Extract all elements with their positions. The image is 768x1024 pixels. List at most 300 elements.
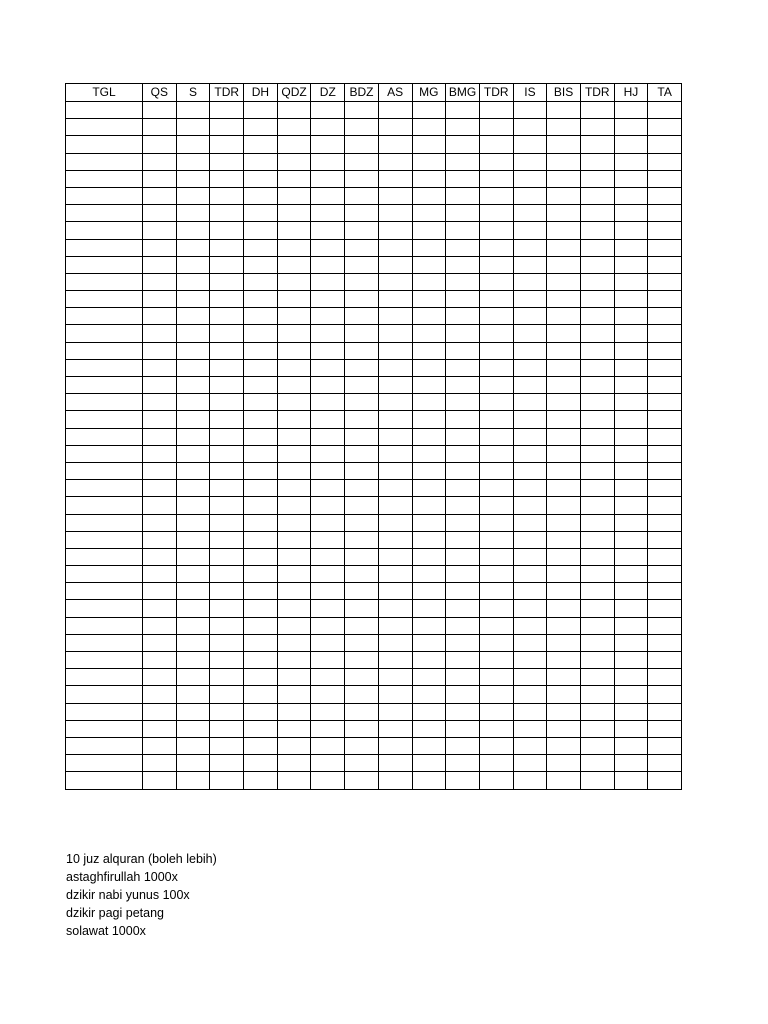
table-cell — [210, 634, 244, 651]
table-cell — [176, 273, 210, 290]
table-cell — [479, 394, 513, 411]
table-cell — [311, 325, 345, 342]
table-row — [66, 566, 682, 583]
table-cell — [614, 273, 648, 290]
table-cell — [345, 359, 379, 376]
table-cell — [614, 686, 648, 703]
table-cell — [614, 600, 648, 617]
table-cell — [614, 617, 648, 634]
column-header-dz-6: DZ — [311, 84, 345, 102]
table-cell — [311, 239, 345, 256]
table-cell — [547, 531, 581, 548]
table-cell — [412, 256, 446, 273]
table-cell — [412, 187, 446, 204]
table-cell — [648, 445, 682, 462]
table-cell — [479, 256, 513, 273]
table-cell — [446, 737, 480, 754]
table-cell — [277, 394, 311, 411]
table-cell — [176, 153, 210, 170]
table-cell — [614, 514, 648, 531]
table-cell — [311, 222, 345, 239]
table-cell — [143, 119, 177, 136]
table-cell — [176, 703, 210, 720]
table-cell — [412, 377, 446, 394]
table-cell — [446, 772, 480, 789]
table-cell — [345, 377, 379, 394]
table-cell — [479, 617, 513, 634]
table-cell — [143, 153, 177, 170]
table-cell — [345, 428, 379, 445]
table-cell — [648, 617, 682, 634]
table-cell — [580, 686, 614, 703]
table-cell — [345, 187, 379, 204]
table-cell — [648, 187, 682, 204]
table-cell — [513, 273, 547, 290]
table-cell — [345, 462, 379, 479]
table-cell — [277, 325, 311, 342]
table-cell — [210, 428, 244, 445]
table-cell — [345, 497, 379, 514]
table-cell — [345, 136, 379, 153]
table-cell — [244, 308, 278, 325]
table-cell — [446, 634, 480, 651]
table-cell — [479, 548, 513, 565]
table-cell — [446, 273, 480, 290]
table-cell — [446, 291, 480, 308]
table-cell — [345, 411, 379, 428]
table-cell — [378, 136, 412, 153]
table-cell — [244, 170, 278, 187]
table-cell — [446, 428, 480, 445]
table-cell — [513, 308, 547, 325]
table-cell — [244, 497, 278, 514]
table-cell — [580, 480, 614, 497]
table-cell — [412, 566, 446, 583]
table-cell — [648, 428, 682, 445]
table-cell — [210, 737, 244, 754]
table-cell — [547, 720, 581, 737]
table-cell — [446, 170, 480, 187]
note-astaghfirullah: astaghfirullah 1000x — [66, 870, 178, 884]
table-cell — [580, 566, 614, 583]
table-cell — [446, 377, 480, 394]
table-row — [66, 325, 682, 342]
table-cell — [648, 652, 682, 669]
table-row — [66, 703, 682, 720]
table-cell — [311, 652, 345, 669]
table-cell — [513, 669, 547, 686]
note-dzikir-pagi-petang: dzikir pagi petang — [66, 906, 164, 920]
table-cell — [446, 153, 480, 170]
table-cell — [277, 377, 311, 394]
table-cell — [176, 514, 210, 531]
table-cell — [479, 772, 513, 789]
table-cell — [513, 291, 547, 308]
table-cell — [412, 273, 446, 290]
table-cell — [378, 652, 412, 669]
table-cell — [614, 205, 648, 222]
table-cell — [446, 308, 480, 325]
table-cell — [648, 686, 682, 703]
table-row — [66, 102, 682, 119]
table-cell — [648, 394, 682, 411]
table-cell — [580, 583, 614, 600]
table-cell — [412, 703, 446, 720]
table-cell — [412, 737, 446, 754]
column-header-bis-13: BIS — [547, 84, 581, 102]
table-cell — [513, 170, 547, 187]
table-cell — [277, 617, 311, 634]
table-cell — [143, 222, 177, 239]
table-cell — [479, 342, 513, 359]
table-cell — [614, 119, 648, 136]
table-cell — [580, 617, 614, 634]
table-cell — [244, 445, 278, 462]
table-cell — [648, 325, 682, 342]
table-cell — [479, 686, 513, 703]
table-cell — [614, 359, 648, 376]
table-cell — [66, 136, 143, 153]
table-cell — [66, 445, 143, 462]
table-cell — [580, 136, 614, 153]
table-cell — [143, 291, 177, 308]
table-cell — [446, 617, 480, 634]
table-cell — [143, 600, 177, 617]
table-cell — [412, 600, 446, 617]
table-cell — [378, 119, 412, 136]
table-cell — [547, 377, 581, 394]
table-cell — [345, 514, 379, 531]
table-cell — [345, 755, 379, 772]
table-cell — [176, 308, 210, 325]
table-cell — [210, 187, 244, 204]
table-cell — [412, 153, 446, 170]
table-cell — [479, 136, 513, 153]
table-cell — [479, 720, 513, 737]
table-row — [66, 617, 682, 634]
table-cell — [513, 720, 547, 737]
table-cell — [66, 737, 143, 754]
table-cell — [277, 634, 311, 651]
table-cell — [345, 548, 379, 565]
table-cell — [66, 359, 143, 376]
table-cell — [412, 583, 446, 600]
column-header-ta-16: TA — [648, 84, 682, 102]
table-cell — [580, 187, 614, 204]
table-cell — [513, 256, 547, 273]
table-cell — [378, 531, 412, 548]
table-cell — [580, 239, 614, 256]
table-cell — [580, 445, 614, 462]
table-cell — [311, 428, 345, 445]
table-cell — [210, 394, 244, 411]
table-cell — [176, 445, 210, 462]
table-cell — [446, 119, 480, 136]
table-cell — [479, 634, 513, 651]
table-cell — [311, 566, 345, 583]
table-cell — [210, 548, 244, 565]
table-cell — [614, 531, 648, 548]
table-cell — [311, 755, 345, 772]
table-cell — [614, 239, 648, 256]
table-cell — [547, 187, 581, 204]
table-cell — [580, 720, 614, 737]
column-header-as-8: AS — [378, 84, 412, 102]
table-cell — [210, 755, 244, 772]
table-cell — [580, 531, 614, 548]
table-cell — [446, 566, 480, 583]
table-cell — [244, 703, 278, 720]
table-row — [66, 256, 682, 273]
table-cell — [378, 187, 412, 204]
table-cell — [547, 153, 581, 170]
table-cell — [143, 411, 177, 428]
table-cell — [311, 480, 345, 497]
table-cell — [547, 205, 581, 222]
table-cell — [648, 755, 682, 772]
table-cell — [479, 428, 513, 445]
table-cell — [479, 102, 513, 119]
table-cell — [580, 497, 614, 514]
table-cell — [580, 652, 614, 669]
table-cell — [547, 394, 581, 411]
table-cell — [513, 462, 547, 479]
table-cell — [648, 359, 682, 376]
table-cell — [311, 394, 345, 411]
table-cell — [210, 153, 244, 170]
table-cell — [244, 686, 278, 703]
table-cell — [479, 480, 513, 497]
table-cell — [143, 686, 177, 703]
table-cell — [66, 480, 143, 497]
table-cell — [244, 514, 278, 531]
table-cell — [412, 497, 446, 514]
table-cell — [479, 462, 513, 479]
table-cell — [446, 755, 480, 772]
table-cell — [143, 617, 177, 634]
table-cell — [345, 239, 379, 256]
table-cell — [311, 497, 345, 514]
table-header-row — [66, 84, 682, 102]
table-cell — [378, 617, 412, 634]
table-cell — [176, 170, 210, 187]
table-row — [66, 514, 682, 531]
table-cell — [547, 359, 581, 376]
table-cell — [244, 411, 278, 428]
table-cell — [614, 291, 648, 308]
table-cell — [311, 617, 345, 634]
table-cell — [143, 462, 177, 479]
table-cell — [513, 428, 547, 445]
table-cell — [277, 308, 311, 325]
table-cell — [176, 566, 210, 583]
table-cell — [479, 325, 513, 342]
table-cell — [66, 153, 143, 170]
table-cell — [277, 548, 311, 565]
table-cell — [244, 325, 278, 342]
table-cell — [66, 428, 143, 445]
table-cell — [446, 222, 480, 239]
table-cell — [648, 308, 682, 325]
table-cell — [547, 652, 581, 669]
table-row — [66, 187, 682, 204]
table-cell — [479, 308, 513, 325]
table-cell — [176, 531, 210, 548]
table-cell — [311, 634, 345, 651]
table-cell — [378, 377, 412, 394]
table-cell — [513, 205, 547, 222]
table-cell — [244, 239, 278, 256]
table-cell — [277, 342, 311, 359]
table-cell — [176, 737, 210, 754]
table-cell — [513, 566, 547, 583]
note-solawat: solawat 1000x — [66, 924, 146, 938]
table-cell — [311, 291, 345, 308]
table-row — [66, 119, 682, 136]
table-cell — [210, 291, 244, 308]
table-cell — [614, 720, 648, 737]
table-cell — [614, 308, 648, 325]
table-cell — [277, 669, 311, 686]
table-row — [66, 755, 682, 772]
table-cell — [176, 256, 210, 273]
table-cell — [412, 480, 446, 497]
table-cell — [412, 652, 446, 669]
table-cell — [378, 462, 412, 479]
table-cell — [412, 686, 446, 703]
table-cell — [378, 102, 412, 119]
table-cell — [311, 703, 345, 720]
table-cell — [580, 273, 614, 290]
table-cell — [244, 102, 278, 119]
column-header-bdz-7: BDZ — [345, 84, 379, 102]
table-cell — [210, 480, 244, 497]
table-cell — [311, 531, 345, 548]
table-cell — [513, 239, 547, 256]
table-cell — [446, 600, 480, 617]
table-cell — [513, 600, 547, 617]
table-cell — [277, 583, 311, 600]
table-cell — [580, 548, 614, 565]
table-cell — [446, 548, 480, 565]
table-cell — [311, 136, 345, 153]
table-cell — [210, 136, 244, 153]
table-row — [66, 497, 682, 514]
table-cell — [648, 153, 682, 170]
table-cell — [378, 205, 412, 222]
table-row — [66, 548, 682, 565]
table-cell — [446, 669, 480, 686]
table-row — [66, 291, 682, 308]
table-cell — [176, 394, 210, 411]
table-cell — [479, 273, 513, 290]
table-cell — [277, 428, 311, 445]
table-cell — [513, 359, 547, 376]
table-cell — [378, 703, 412, 720]
table-cell — [345, 153, 379, 170]
table-cell — [143, 652, 177, 669]
table-cell — [547, 686, 581, 703]
table-cell — [547, 617, 581, 634]
table-cell — [614, 256, 648, 273]
table-cell — [311, 308, 345, 325]
table-cell — [244, 136, 278, 153]
table-row — [66, 239, 682, 256]
table-row — [66, 377, 682, 394]
table-cell — [513, 445, 547, 462]
table-cell — [277, 273, 311, 290]
table-cell — [210, 170, 244, 187]
table-cell — [378, 170, 412, 187]
table-cell — [547, 445, 581, 462]
table-cell — [446, 531, 480, 548]
table-cell — [547, 291, 581, 308]
table-cell — [66, 652, 143, 669]
table-cell — [345, 480, 379, 497]
table-cell — [277, 600, 311, 617]
table-cell — [277, 703, 311, 720]
table-cell — [446, 720, 480, 737]
table-cell — [648, 600, 682, 617]
table-cell — [614, 548, 648, 565]
table-cell — [378, 273, 412, 290]
table-cell — [345, 445, 379, 462]
table-cell — [479, 411, 513, 428]
table-cell — [513, 394, 547, 411]
table-cell — [345, 325, 379, 342]
table-cell — [244, 428, 278, 445]
table-row — [66, 634, 682, 651]
table-cell — [345, 737, 379, 754]
table-cell — [513, 583, 547, 600]
table-cell — [210, 205, 244, 222]
table-cell — [176, 102, 210, 119]
table-cell — [513, 222, 547, 239]
table-cell — [446, 583, 480, 600]
table-cell — [345, 342, 379, 359]
table-cell — [143, 566, 177, 583]
table-cell — [580, 119, 614, 136]
table-cell — [547, 514, 581, 531]
column-header-tdr-11: TDR — [479, 84, 513, 102]
table-cell — [513, 531, 547, 548]
table-cell — [176, 600, 210, 617]
table-cell — [547, 548, 581, 565]
table-cell — [580, 772, 614, 789]
table-cell — [648, 497, 682, 514]
table-cell — [412, 205, 446, 222]
table-cell — [210, 377, 244, 394]
table-cell — [176, 325, 210, 342]
table-cell — [378, 755, 412, 772]
table-row — [66, 273, 682, 290]
table-cell — [244, 583, 278, 600]
table-cell — [580, 394, 614, 411]
table-cell — [143, 497, 177, 514]
table-cell — [345, 205, 379, 222]
table-cell — [210, 772, 244, 789]
table-cell — [143, 256, 177, 273]
table-cell — [277, 480, 311, 497]
table-row — [66, 153, 682, 170]
table-row — [66, 669, 682, 686]
table-cell — [412, 102, 446, 119]
table-cell — [412, 445, 446, 462]
table-cell — [345, 617, 379, 634]
column-header-dh-4: DH — [244, 84, 278, 102]
table-cell — [412, 669, 446, 686]
table-cell — [648, 205, 682, 222]
